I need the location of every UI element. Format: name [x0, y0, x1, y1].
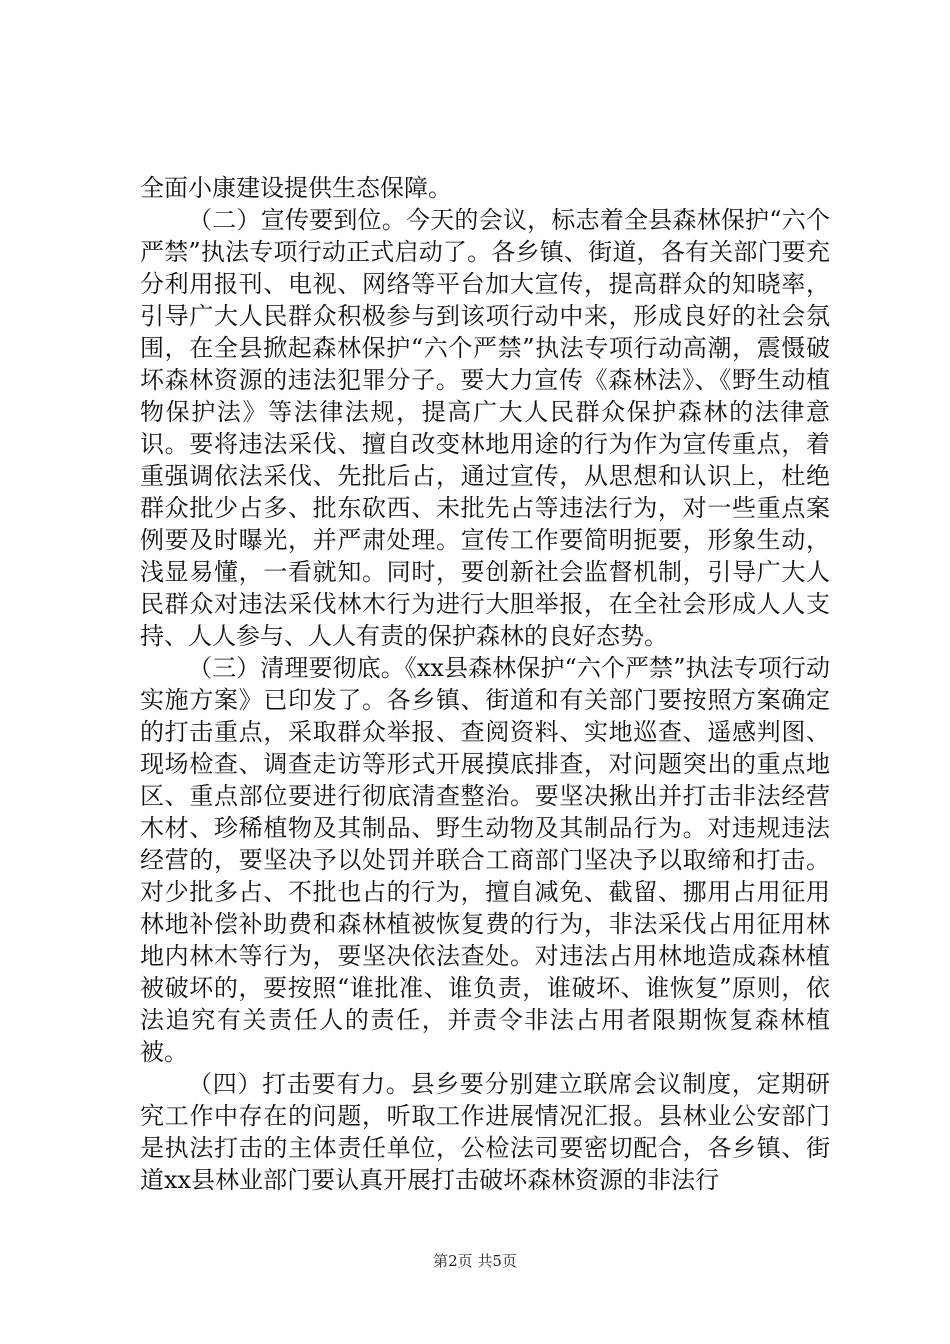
paragraph-publicity: （二）宣传要到位。今天的会议，标志着全县森林保护“六个严禁”执法专项行动正式启动了。各乡镇、街道，各有关部门要充分利用报刊、电视、网络等平台加大宣传，提高群众的知晓率，引导广大人民群众积极参与到该项行动中来，形成良好的社会氛围，在全县掀起森林保护“六个严禁”执法专项行动高潮，震慑破坏森林资源的违法犯罪分子。要大力宣传《森林法》、《野生动植物保护法》等法律法规，提高广大人民群众保护森林的法律意识。要将违法采伐、擅自改变林地用途的行为作为宣传重点，着重强调依法采伐、先批后占，通过宣传，从思想和认识上，杜绝群众批少占多、批东砍西、未批先占等违法行为，对一些重点案例要及时曝光，并严肃处理。宣传工作要简明扼要，形象生动，浅显易懂，一看就知。同时，要创新社会监督机制，引导广大人民群众对违法采伐林木行为进行大胆举报，在全社会形成人人支持、人人参与、人人有责的保护森林的良好态势。 [140, 206, 830, 650]
paragraph-cleanup: （三）清理要彻底。《xx县森林保护“六个严禁”执法专项行动实施方案》已印发了。各乡镇、街道和有关部门要按照方案确定的打击重点，采取群众举报、查阅资料、实地巡查、遥感判图、现场检查、调查走访等形式开展摸底排查，对问题突出的重点地区、重点部位要进行彻底清查整治。要坚决揪出并打击非法经营木材、珍稀植物及其制品、野生动物及其制品行为。对违规违法经营的，要坚决予以处罚并联合工商部门坚决予以取缔和打击。对少批多占、不批也占的行为，擅自减免、截留、挪用占用征用林地补偿补助费和森林植被恢复费的行为，非法采伐占用征用林地内林木等行为，要坚决依法查处。对违法占用林地造成森林植被破坏的，要按照“谁批准、谁负责，谁破坏、谁恢复”原则，依法追究有关责任人的责任，并责令非法占用者限期恢复森林植被。 [140, 654, 830, 1066]
page-number-footer: 第2页 共5页 [433, 1252, 517, 1270]
paragraph-continuation: 全面小康建设提供生态保障。 [140, 174, 452, 202]
document-body [140, 172, 830, 1196]
paragraph-enforcement: （四）打击要有力。县乡要分别建立联席会议制度，定期研究工作中存在的问题，听取工作进展情况汇报。县林业公安部门是执法打击的主体责任单位，公检法司要密切配合，各乡镇、街道xx县林业部门要认真开展打击破坏森林资源的非法行 [140, 1070, 830, 1194]
